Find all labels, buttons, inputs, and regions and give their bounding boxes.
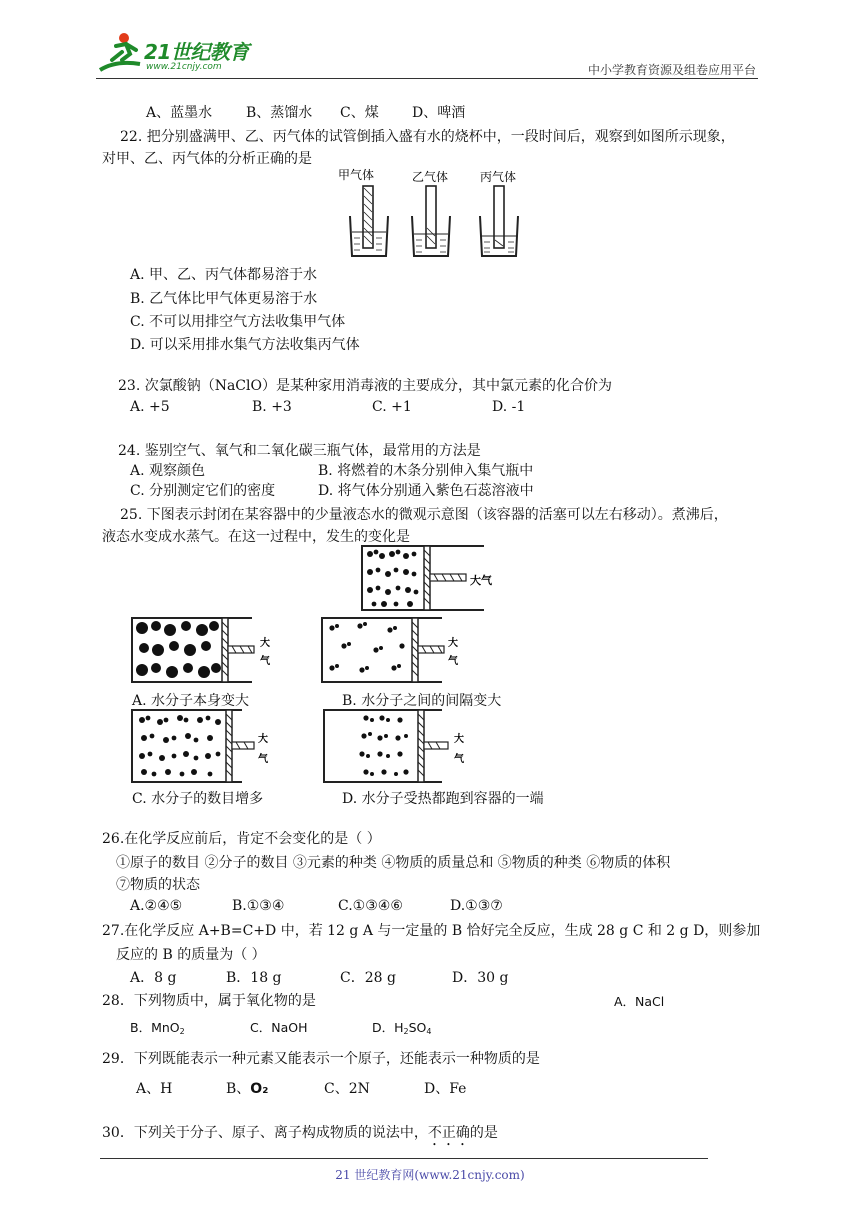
- q25-atm-bottom-d: 气: [454, 754, 464, 765]
- platform-title: 中小学教育资源及组卷应用平台: [587, 63, 756, 77]
- q23-option-d: D. -1: [492, 399, 526, 415]
- beaker-bing: [480, 186, 518, 256]
- q25-atm-label: 大气: [470, 574, 492, 587]
- q25-atm-top-b: 大: [448, 638, 458, 649]
- q24-option-c: C. 分别测定它们的密度: [130, 483, 276, 499]
- q28-option-c: C．NaOH: [250, 1020, 308, 1035]
- q23-stem: 23. 次氯酸钠（NaClO）是某种家用消毒液的主要成分，其中氯元素的化合价为: [118, 378, 612, 394]
- q23-option-b: B. +3: [252, 399, 292, 415]
- q25-atm-bottom-b: 气: [448, 656, 458, 667]
- q29-option-c: C、2N: [324, 1081, 370, 1097]
- water-molecules-option-a: [136, 621, 221, 678]
- q25-stem-line1: 25. 下图表示封闭在某容器中的少量液态水的微观示意图（该容器的活塞可以左右移动）。煮沸后，: [120, 507, 728, 523]
- q22-label-jia: 甲气体: [338, 168, 375, 182]
- q30-emphasis: 不正确: [427, 1125, 470, 1141]
- q30-stem: 30．下列关于分子、原子、离子构成物质的说法中，不正确的是: [102, 1125, 498, 1141]
- q26-items-line1: ①原子的数目 ②分子的数目 ③元素的种类 ④物质的质量总和 ⑤物质的种类 ⑥物质的体积: [116, 855, 671, 871]
- q27-option-c: C．28 g: [340, 970, 396, 986]
- q25-atm-top-c: 大: [258, 734, 268, 745]
- site-logo: [96, 30, 256, 80]
- q25-option-b: B. 水分子之间的间隔变大: [342, 693, 502, 709]
- logo-url: www.21cnjy.com: [146, 62, 222, 72]
- q24-option-b: B. 将燃着的木条分别伸入集气瓶中: [318, 463, 534, 479]
- footer-divider: [100, 1158, 708, 1159]
- q27-option-b: B．18 g: [226, 970, 282, 986]
- water-molecules-initial: [367, 550, 418, 607]
- q24-option-a: A. 观察颜色: [130, 463, 206, 479]
- q22-option-c: C. 不可以用排空气方法收集甲气体: [130, 314, 346, 330]
- q26-option-d: D.①③⑦: [450, 898, 503, 914]
- q26-stem: 26.在化学反应前后，肯定不会变化的是（ ）: [102, 831, 381, 847]
- q29-option-a: A、H: [136, 1081, 173, 1097]
- q28-option-d: D．$H_2SO_4$: [372, 1020, 432, 1036]
- q25-atm-bottom-a: 气: [260, 656, 270, 667]
- q26-items-line2: ⑦物质的状态: [116, 877, 200, 893]
- q22-option-a: A. 甲、乙、丙气体都易溶于水: [130, 267, 318, 283]
- q25-option-c: C. 水分子的数目增多: [132, 791, 264, 807]
- water-molecules-option-d: [359, 715, 408, 776]
- q29-option-d: D、Fe: [424, 1081, 467, 1097]
- q22-stem-line1: 22. 把分别盛满甲、乙、丙气体的试管倒插入盛有水的烧杯中，一段时间后，观察到如图所示现象，: [120, 129, 735, 145]
- water-molecules-option-c: [139, 715, 221, 776]
- q25-option-c-figure: [130, 708, 280, 786]
- runner-logo-icon: [96, 30, 146, 80]
- q24-option-d: D. 将气体分别通入紫色石蕊溶液中: [318, 483, 534, 499]
- q22-stem-line2: 对甲、乙、丙气体的分析正确的是: [102, 151, 312, 167]
- q22-label-yi: 乙气体: [412, 170, 449, 184]
- q27-option-a: A．8 g: [130, 970, 177, 986]
- q27-stem-line2: 反应的 B 的质量为（ ）: [116, 947, 266, 963]
- q28-stem: 28．下列物质中，属于氧化物的是: [102, 993, 316, 1009]
- q25-option-d: D. 水分子受热都跑到容器的一端: [342, 791, 544, 807]
- q25-atm-top-d: 大: [454, 734, 464, 745]
- q25-option-d-figure: [322, 708, 472, 786]
- q24-stem: 24. 鉴别空气、氧气和二氧化碳三瓶气体，最常用的方法是: [118, 443, 481, 459]
- q28-option-b: B．MnO$_2$: [130, 1020, 185, 1036]
- q26-option-b: B.①③④: [232, 898, 285, 914]
- q22-label-bing: 丙气体: [480, 170, 517, 184]
- q25-initial-container: [360, 544, 500, 612]
- q27-option-d: D．30 g: [452, 970, 509, 986]
- q25-option-a: A. 水分子本身变大: [132, 693, 250, 709]
- q26-option-a: A.②④⑤: [130, 898, 183, 914]
- q21-option-d: D、啤酒: [412, 105, 466, 121]
- logo-brand: 21世纪教育: [144, 40, 249, 64]
- beaker-yi: [412, 186, 450, 256]
- q22-option-d: D. 可以采用排水集气方法收集丙气体: [130, 337, 360, 353]
- beaker-jia: [350, 186, 388, 256]
- q29-option-b: B、O₂: [226, 1081, 269, 1097]
- q25-stem-line2: 液态水变成水蒸气。在这一过程中，发生的变化是: [102, 529, 410, 545]
- q29-stem: 29．下列既能表示一种元素又能表示一个原子，还能表示一种物质的是: [102, 1051, 540, 1067]
- q23-option-a: A. +5: [130, 399, 170, 415]
- q25-atm-bottom-c: 气: [258, 754, 268, 765]
- q22-gas-figure: [330, 164, 530, 264]
- q27-stem-line1: 27.在化学反应 A+B=C+D 中，若 12 g A 与一定量的 B 恰好完全反应，生成 28 g C 和 2 g D，则参加: [102, 923, 761, 939]
- header-divider: [96, 78, 758, 79]
- q25-atm-top-a: 大: [260, 638, 270, 649]
- q25-option-a-figure: [130, 616, 280, 686]
- q21-option-a: A、蓝墨水: [146, 105, 213, 121]
- water-molecules-option-b: [329, 622, 404, 673]
- q21-option-b: B、蒸馏水: [246, 105, 313, 121]
- q28-option-a: A．NaCl: [614, 994, 665, 1009]
- q25-option-b-figure: [320, 616, 470, 686]
- q22-option-b: B. 乙气体比甲气体更易溶于水: [130, 291, 318, 307]
- q26-option-c: C.①③④⑥: [338, 898, 403, 914]
- q23-option-c: C. +1: [372, 399, 412, 415]
- q21-option-c: C、煤: [340, 105, 379, 121]
- footer-text: 21 世纪教育网(www.21cnjy.com): [335, 1168, 525, 1182]
